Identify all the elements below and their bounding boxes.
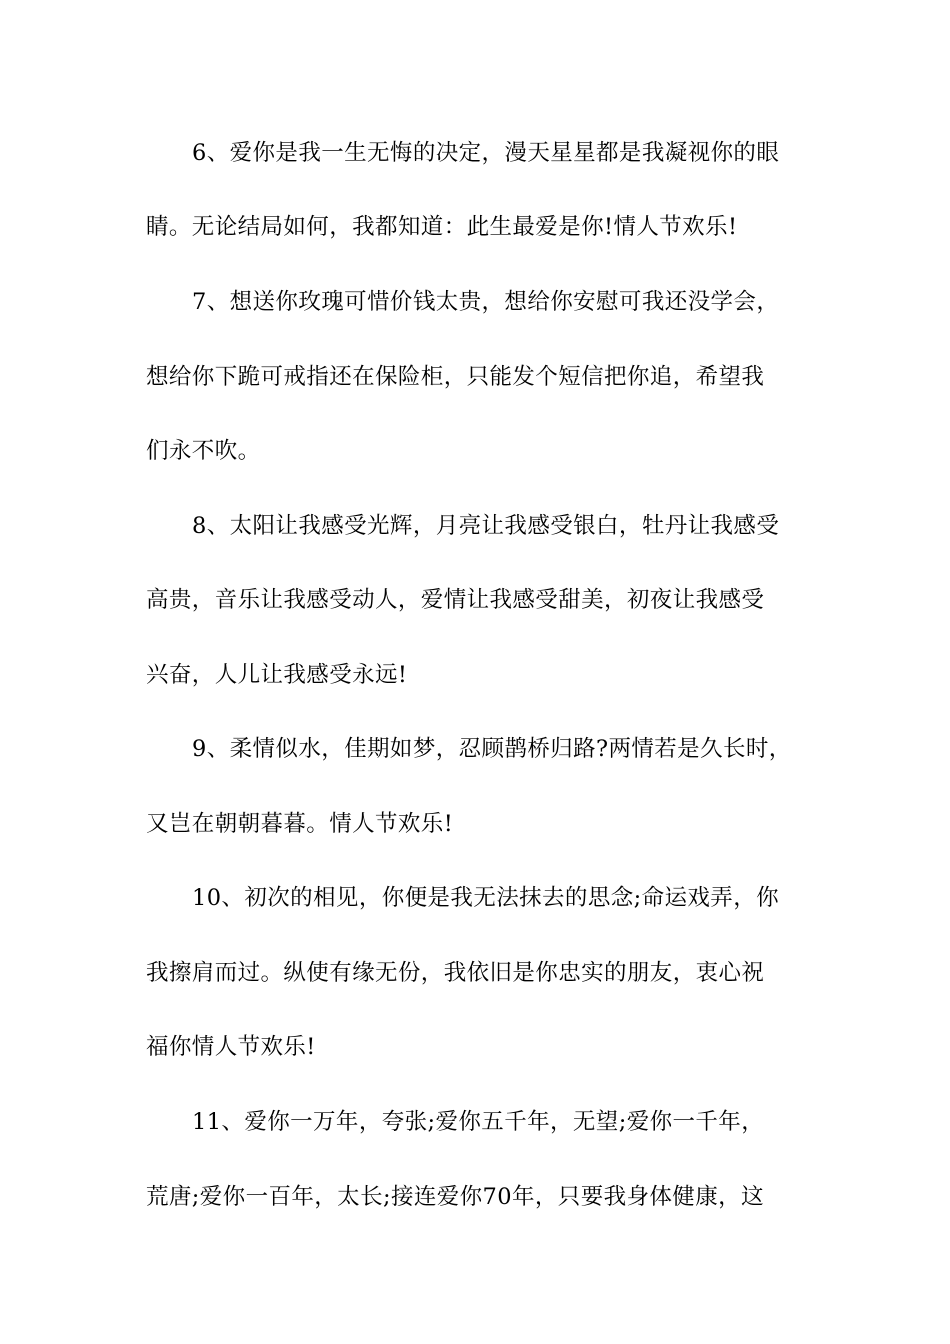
text-line: 又岂在朝朝暮暮。情人节欢乐! — [146, 811, 454, 837]
text-line: 高贵，音乐让我感受动人，爱情让我感受甜美，初夜让我感受 — [146, 587, 765, 613]
text-line: 荒唐;爱你一百年，太长;接连爱你70年，只要我身体健康，这 — [146, 1184, 764, 1210]
text-line: 6、爱你是我一生无悔的决定，漫天星星都是我凝视你的眼 — [192, 140, 780, 166]
text-line: 7、想送你玫瑰可惜价钱太贵，想给你安慰可我还没学会， — [192, 289, 780, 315]
text-line: 福你情人节欢乐! — [146, 1034, 316, 1060]
text-line: 想给你下跪可戒指还在保险柜，只能发个短信把你追，希望我 — [146, 364, 765, 390]
text-line: 兴奋，人儿让我感受永远! — [146, 662, 408, 688]
text-line: 10、初次的相见，你便是我无法抹去的思念;命运戏弄，你 — [192, 885, 780, 911]
text-line: 们永不吹。 — [146, 438, 261, 464]
text-line: 睛。无论结局如何，我都知道：此生最爱是你!情人节欢乐! — [146, 214, 738, 240]
text-line: 9、柔情似水，佳期如梦，忍顾鹊桥归路?两情若是久长时， — [192, 736, 792, 762]
text-line: 11、爱你一万年，夸张;爱你五千年，无望;爱你一千年， — [192, 1109, 765, 1135]
text-line: 8、太阳让我感受光辉，月亮让我感受银白，牡丹让我感受 — [192, 513, 780, 539]
text-line: 我擦肩而过。纵使有缘无份，我依旧是你忠实的朋友，衷心祝 — [146, 960, 765, 986]
